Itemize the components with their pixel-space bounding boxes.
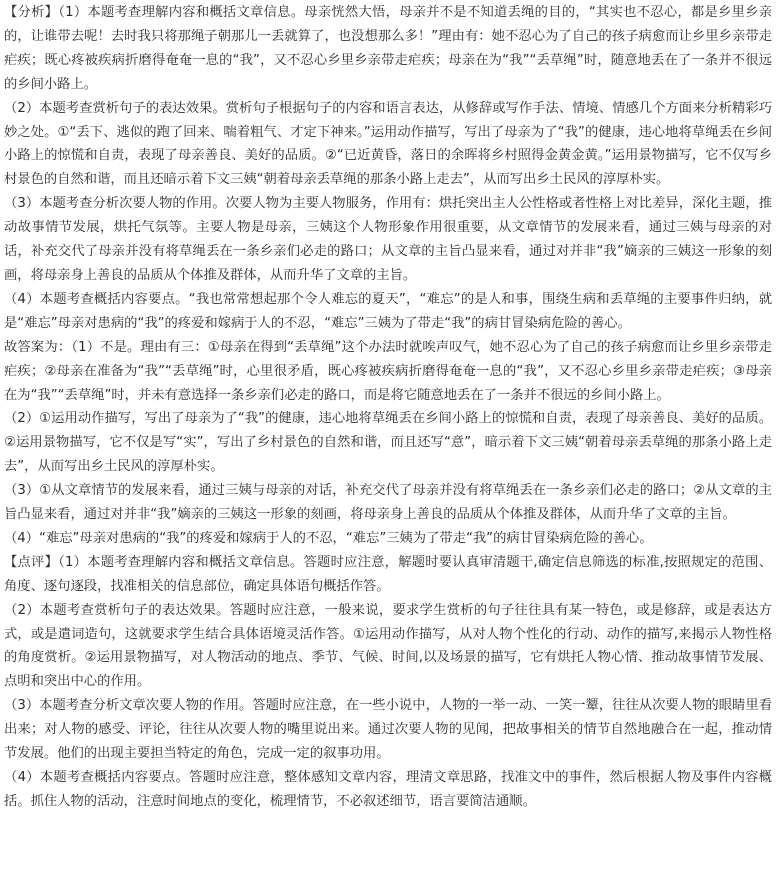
- comment-paragraph-1: 【点评】（1）本题考查理解内容和概括文章信息。答题时应注意，解题时要认真审清题干,确定信息筛选的标准,按照规定的范围、角度、逐句逐段，找准相关的信息部位，确定具体语句概括作答。: [4, 554, 772, 594]
- analysis-paragraph-3: （3）本题考查分析次要人物的作用。次要人物为主要人物服务，作用有：烘托突出主人公性格或者性格上对比差异，深化主题，推动故事情节发展，烘托气氛等。主要人物是母亲，三姨这个人物形象作用很重要，从文章情节的发展来看，通过三姨与母亲的对话，补充交代了母亲并没有将草绳丢在一条乡亲们必走的路口；从文章的主旨凸显来看，通过对并非“我”嫡亲的三姨这一形象的刻画，将母亲身上善良的品质从个体推及群体，从而升华了文章的主旨。: [4, 196, 772, 283]
- answer-paragraph-1: 故答案为：（1）不是。理由有三：①母亲在得到“丢草绳”这个办法时就唉声叹气，她不忍心为了自己的孩子病愈而让乡里乡亲带走疟疾；②母亲在准备为“我”“丢草绳”时，心里很矛盾，既心疼被疾病折磨得奄奄一息的“我”，又不忍心乡里乡亲带走疟疾；③母亲在为“我”“丢草绳”时，并未有意选择一条乡亲们必走的路口，而是将它随意地丢在了一条并不很远的乡间小路上。: [4, 339, 772, 403]
- comment-paragraph-3: （3）本题考查分析文章次要人物的作用。答题时应注意，在一些小说中，人物的一举一动、一笑一颦，往往从次要人物的眼睛里看出来；对人物的感受、评论，往往从次要人物的嘴里说出来。通过次要人物的见闻，把故事相关的情节自然地融合在一起，推动情节发展。他们的出现主要担当特定的角色，完成一定的叙事功用。: [4, 698, 772, 762]
- analysis-paragraph-4: （4）本题考查概括内容要点。“我也常常想起那个令人难忘的夏天”，“难忘”的是人和事，围绕生病和丢草绳的主要事件归纳，就是“难忘”母亲对患病的“我”的疼爱和嫁病于人的不忍，“难忘”三姨为了带走“我”的病甘冒染病危险的善心。: [4, 291, 772, 331]
- answer-paragraph-3: （3）①从文章情节的发展来看，通过三姨与母亲的对话，补充交代了母亲并没有将草绳丢在一条乡亲们必走的路口；②从文章的主旨凸显来看，通过对并非“我”嫡亲的三姨这一形象的刻画，将母亲身上善良的品质从个体推及群体，从而升华了文章的主旨。: [4, 483, 772, 523]
- comment-paragraph-2: （2）本题考查赏析句子的表达效果。答题时应注意，一般来说，要求学生赏析的句子往往具有某一特色，或是修辞，或是表达方式，或是遣词造句，这就要求学生结合具体语境灵活作答。①运用动作描写，从对人物个性化的行动、动作的描写,来揭示人物性格的角度赏析。②运用景物描写，对人物活动的地点、季节、气候、时间,以及场景的描写，它有烘托人物心情、推动故事情节发展、点明和突出中心的作用。: [4, 602, 772, 690]
- analysis-paragraph-1: 【分析】（1）本题考查理解内容和概括文章信息。母亲恍然大悟，母亲并不是不知道丢绳的目的，“其实也不忍心，都是乡里乡亲的，让谁带去呢！去时我只将那绳子朝那儿一丢就算了，也没想那么多！”理由有：她不忍心为了自己的孩子病愈而让乡里乡亲带走疟疾；既心疼被疾病折磨得奄奄一息的“我”，又不忍心乡里乡亲带走疟疾；母亲在为“我”“丢草绳”时，随意地丢在了一条并不很远的乡间小路上。: [4, 5, 772, 92]
- answer-paragraph-2: （2）①运用动作描写，写出了母亲为了“我”的健康，违心地将草绳丢在乡间小路上的惊慌和自责，表现了母亲善良、美好的品质。②运用景物描写，它不仅是写“实”，写出了乡村景色的自然和谐，而且还写“意”，暗示着下文三姨“朝着母亲丢草绳的那条小路上走去”，从而写出乡土民风的淳厚朴实。: [4, 411, 772, 475]
- analysis-paragraph-2: （2）本题考查赏析句子的表达效果。赏析句子根据句子的内容和语言表达，从修辞或写作手法、情境、情感几个方面来分析精彩巧妙之处。①“丢下、逃似的跑了回来、喘着粗气、才定下神来。”运用动作描写，写出了母亲为了“我”的健康，违心地将草绳丢在乡间小路上的惊慌和自责，表现了母亲善良、美好的品质。②“已近黄昏，落日的余晖将乡村照得金黄金黄。”运用景物描写，它不仅写乡村景色的自然和谐，而且还暗示着下文三姨“朝着母亲丢草绳的那条小路上走去”，从而写出乡土民风的淳厚朴实。: [4, 100, 772, 188]
- answer-paragraph-4: （4）“难忘”母亲对患病的“我”的疼爱和嫁病于人的不忍，“难忘”三姨为了带走“我”的病甘冒染病危险的善心。: [4, 530, 653, 546]
- comment-paragraph-4: （4）本题考查概括内容要点。答题时应注意，整体感知文章内容，理清文章思路，找准文中的事件，然后根据人物及事件内容概括。抓住人物的活动，注意时间地点的变化，梳理情节，不必叙述细节，语言要简洁通顺。: [4, 770, 772, 809]
